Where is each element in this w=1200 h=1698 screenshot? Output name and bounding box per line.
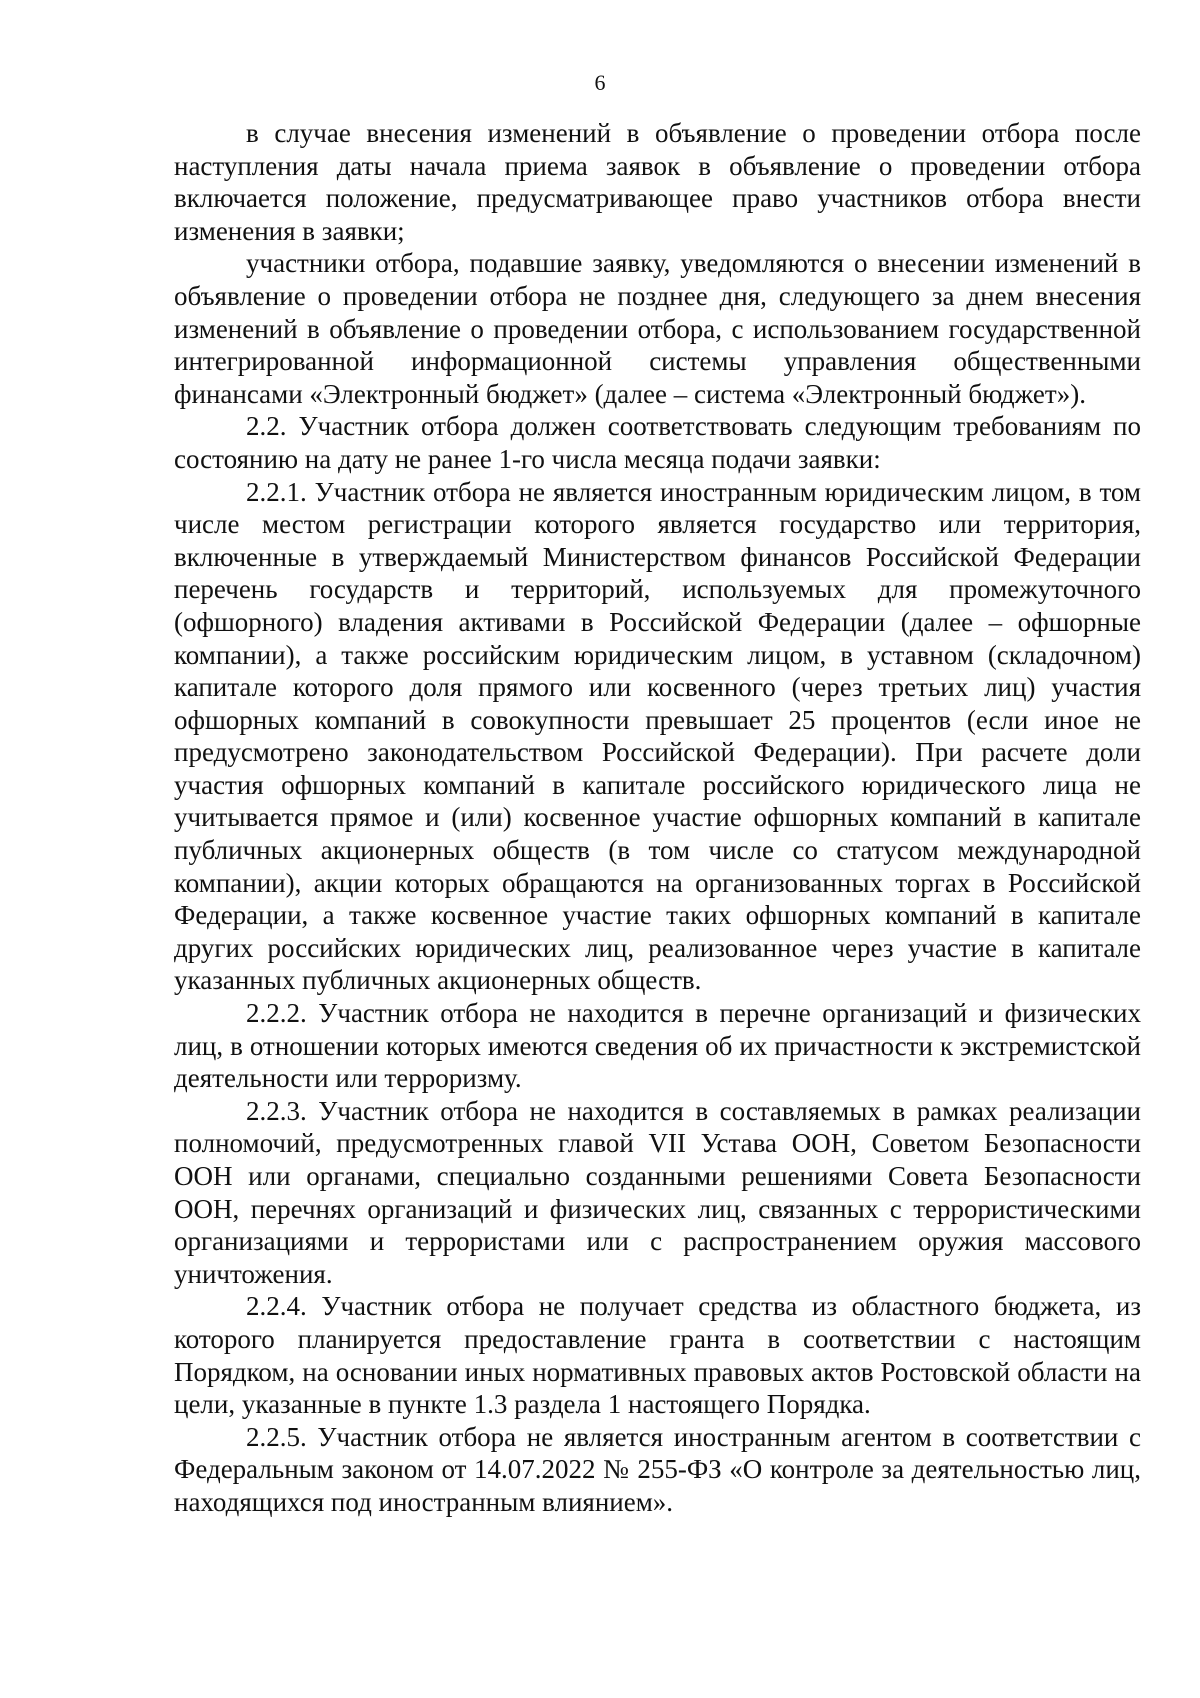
document-body [174,117,1141,1519]
paragraph-2-2: 2.2. Участник отбора должен соответствовать следующим требованиям по состоянию на дату не ранее 1-го числа месяца подачи заявки: [174,411,1141,474]
paragraph-2-2-3: 2.2.3. Участник отбора не находится в составляемых в рамках реализации полномочий, предусмотренных главой VII Устава ООН, Советом Безопасности ООН или органами, специально созданными решениями Совета Безопасности ООН, перечнях организаций и физических лиц, связанных с террористическими организациями и террористами или с распространением оружия массового уничтожения. [174,1095,1141,1289]
paragraph-2-2-5: 2.2.5. Участник отбора не является иностранным агентом в соответствии с Федеральным законом от 14.07.2022 № 255-ФЗ «О контроле за деятельностью лиц, находящихся под иностранным влиянием». [174,1421,1141,1517]
paragraph-notice-changes: в случае внесения изменений в объявление о проведении отбора после наступления даты начала приема заявок в объявление о проведении отбора включается положение, предусматривающее право участников отбора внести изменения в заявки; [174,118,1141,246]
paragraph-participants-notified: участники отбора, подавшие заявку, уведомляются о внесении изменений в объявление о проведении отбора не позднее дня, следующего за днем внесения изменений в объявление о проведении отбора, с использованием государственной интегрированной информационной системы управления общественными финансами «Электронный бюджет» (далее – система «Электронный бюджет»). [174,248,1141,409]
paragraph-2-2-4: 2.2.4. Участник отбора не получает средства из областного бюджета, из которого планируется предоставление гранта в соответствии с настоящим Порядком, на основании иных нормативных правовых актов Ростовской области на цели, указанные в пункте 1.3 раздела 1 настоящего Порядка. [174,1291,1141,1420]
page-number: 6 [594,70,606,95]
paragraph-2-2-2: 2.2.2. Участник отбора не находится в перечне организаций и физических лиц, в отношении которых имеются сведения об их причастности к экстремистской деятельности или терроризму. [174,998,1141,1094]
paragraph-2-2-1: 2.2.1. Участник отбора не является иностранным юридическим лицом, в том числе местом регистрации которого является государство или территория, включенные в утверждаемый Министерством финансов Российской Федерации перечень государств и территорий, используемых для промежуточного (офшорного) владения активами в Российской Федерации (далее – офшорные компании), а также российским юридическим лицом, в уставном (складочном) капитале которого доля прямого или косвенного (через третьих лиц) участия офшорных компаний в совокупности превышает 25 процентов (если иное не предусмотрено законодательством Российской Федерации). При расчете доли участия офшорных компаний в капитале российского юридического лица не учитывается прямое и (или) косвенное участие офшорных компаний в капитале публичных акционерных обществ (в том числе со статусом международной компании), акции которых обращаются на организованных торгах в Российской Федерации, а также косвенное участие таких офшорных компаний в капитале других российских юридических лиц, реализованное через участие в капитале указанных публичных акционерных обществ. [174,476,1141,996]
